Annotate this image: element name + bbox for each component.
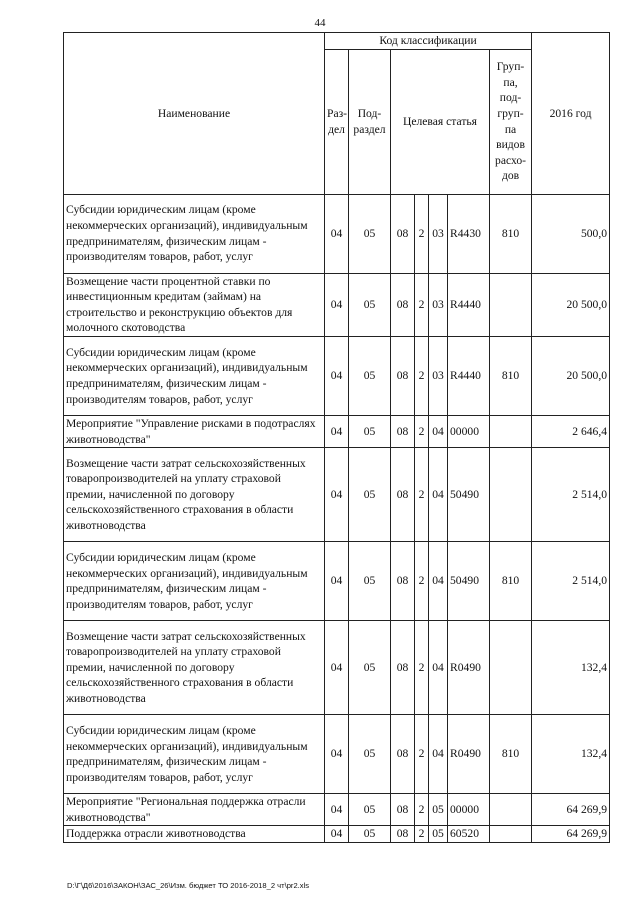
header-name: Наименование [64,33,325,195]
table-row [64,715,610,794]
row-name: Возмещение части затрат сельскохозяйственных товаропроизводителей на уплату страховой премии, начисленной по договору сельскохозяйственного страхования в области животноводства [64,448,325,542]
row-section: 04 [325,621,349,715]
row-subsection: 05 [349,194,391,273]
row-expense-group [490,621,532,715]
row-amount: 500,0 [532,194,610,273]
row-target-event: 04 [429,715,448,794]
row-name: Субсидии юридическим лицам (кроме некоммерческих организаций), индивидуальным предпринимателям, физическим лицам - производителям товаров, работ, услуг [64,194,325,273]
table-row [64,621,610,715]
row-target-direction: R4440 [448,336,490,415]
row-target-direction: 00000 [448,415,490,447]
row-target-program: 08 [391,794,415,826]
row-section: 04 [325,715,349,794]
row-target-subprogram: 2 [415,826,429,843]
row-target-program: 08 [391,826,415,843]
row-amount: 2 514,0 [532,542,610,621]
table-row [64,194,610,273]
row-name: Возмещение части затрат сельскохозяйственных товаропроизводителей на уплату страховой премии, начисленной по договору сельскохозяйственного страхования в области животноводства [64,621,325,715]
row-section: 04 [325,448,349,542]
row-name: Субсидии юридическим лицам (кроме некоммерческих организаций), индивидуальным предпринимателям, физическим лицам - производителям товаров, работ, услуг [64,715,325,794]
row-section: 04 [325,826,349,843]
table-row [64,542,610,621]
row-name: Поддержка отрасли животноводства [64,826,325,843]
row-target-program: 08 [391,194,415,273]
row-name: Мероприятие "Региональная поддержка отрасли животноводства" [64,794,325,826]
row-section: 04 [325,542,349,621]
row-target-direction: R0490 [448,715,490,794]
table-row [64,794,610,826]
row-amount: 64 269,9 [532,826,610,843]
row-expense-group: 810 [490,194,532,273]
row-target-event: 03 [429,273,448,336]
row-section: 04 [325,415,349,447]
row-target-subprogram: 2 [415,794,429,826]
row-amount: 20 500,0 [532,273,610,336]
row-target-event: 05 [429,794,448,826]
row-subsection: 05 [349,448,391,542]
row-expense-group [490,415,532,447]
row-target-subprogram: 2 [415,448,429,542]
row-target-program: 08 [391,415,415,447]
header-classification-code: Код классификации [325,33,532,50]
row-amount: 20 500,0 [532,336,610,415]
table-row [64,415,610,447]
table-row [64,273,610,336]
budget-table [63,32,610,843]
header-target-article: Целевая статья [391,49,490,194]
row-expense-group: 810 [490,542,532,621]
row-target-direction: 50490 [448,448,490,542]
row-target-event: 05 [429,826,448,843]
row-target-direction: 50490 [448,542,490,621]
row-target-program: 08 [391,448,415,542]
header-section: Раз- дел [325,49,349,194]
row-target-direction: R4440 [448,273,490,336]
table-row [64,448,610,542]
row-name: Субсидии юридическим лицам (кроме некоммерческих организаций), индивидуальным предпринимателям, физическим лицам - производителям товаров, работ, услуг [64,542,325,621]
table-row [64,826,610,843]
row-target-direction: 60520 [448,826,490,843]
row-amount: 132,4 [532,715,610,794]
row-name: Мероприятие "Управление рисками в подотраслях животноводства" [64,415,325,447]
row-target-direction: R0490 [448,621,490,715]
row-subsection: 05 [349,826,391,843]
row-target-subprogram: 2 [415,273,429,336]
row-subsection: 05 [349,273,391,336]
row-target-event: 04 [429,448,448,542]
row-target-event: 04 [429,542,448,621]
row-expense-group [490,273,532,336]
row-target-program: 08 [391,273,415,336]
row-subsection: 05 [349,415,391,447]
row-target-program: 08 [391,715,415,794]
row-target-subprogram: 2 [415,542,429,621]
row-section: 04 [325,194,349,273]
row-expense-group: 810 [490,336,532,415]
row-name: Субсидии юридическим лицам (кроме некоммерческих организаций), индивидуальным предпринимателям, физическим лицам - производителям товаров, работ, услуг [64,336,325,415]
row-target-subprogram: 2 [415,194,429,273]
row-target-subprogram: 2 [415,336,429,415]
row-target-subprogram: 2 [415,621,429,715]
row-target-event: 03 [429,194,448,273]
header-expense-group: Груп- па, под- груп- па видов расхо- дов [490,49,532,194]
row-amount: 2 646,4 [532,415,610,447]
footer-file-path: D:\Г\Д6\2016\ЗАКОН\ЗАС_26\Изм. бюджет ТО 2016-2018_2 чт\pr2.xls [67,881,310,890]
row-target-program: 08 [391,621,415,715]
row-section: 04 [325,336,349,415]
row-name: Возмещение части процентной ставки по инвестиционным кредитам (займам) на строительство и реконструкцию объектов для молочного скотоводства [64,273,325,336]
row-target-subprogram: 2 [415,715,429,794]
row-subsection: 05 [349,621,391,715]
row-target-direction: 00000 [448,794,490,826]
table-row [64,336,610,415]
table-body [64,194,610,842]
row-subsection: 05 [349,336,391,415]
header-subsection: Под- раздел [349,49,391,194]
row-target-event: 04 [429,415,448,447]
page-number: 44 [314,17,326,29]
row-subsection: 05 [349,542,391,621]
row-target-program: 08 [391,542,415,621]
row-target-direction: R4430 [448,194,490,273]
header-year: 2016 год [532,33,610,195]
row-target-program: 08 [391,336,415,415]
row-target-event: 03 [429,336,448,415]
row-amount: 132,4 [532,621,610,715]
row-amount: 2 514,0 [532,448,610,542]
row-target-event: 04 [429,621,448,715]
row-subsection: 05 [349,794,391,826]
row-expense-group: 810 [490,715,532,794]
row-section: 04 [325,794,349,826]
row-expense-group [490,794,532,826]
row-subsection: 05 [349,715,391,794]
row-amount: 64 269,9 [532,794,610,826]
row-target-subprogram: 2 [415,415,429,447]
row-section: 04 [325,273,349,336]
row-expense-group [490,826,532,843]
row-expense-group [490,448,532,542]
